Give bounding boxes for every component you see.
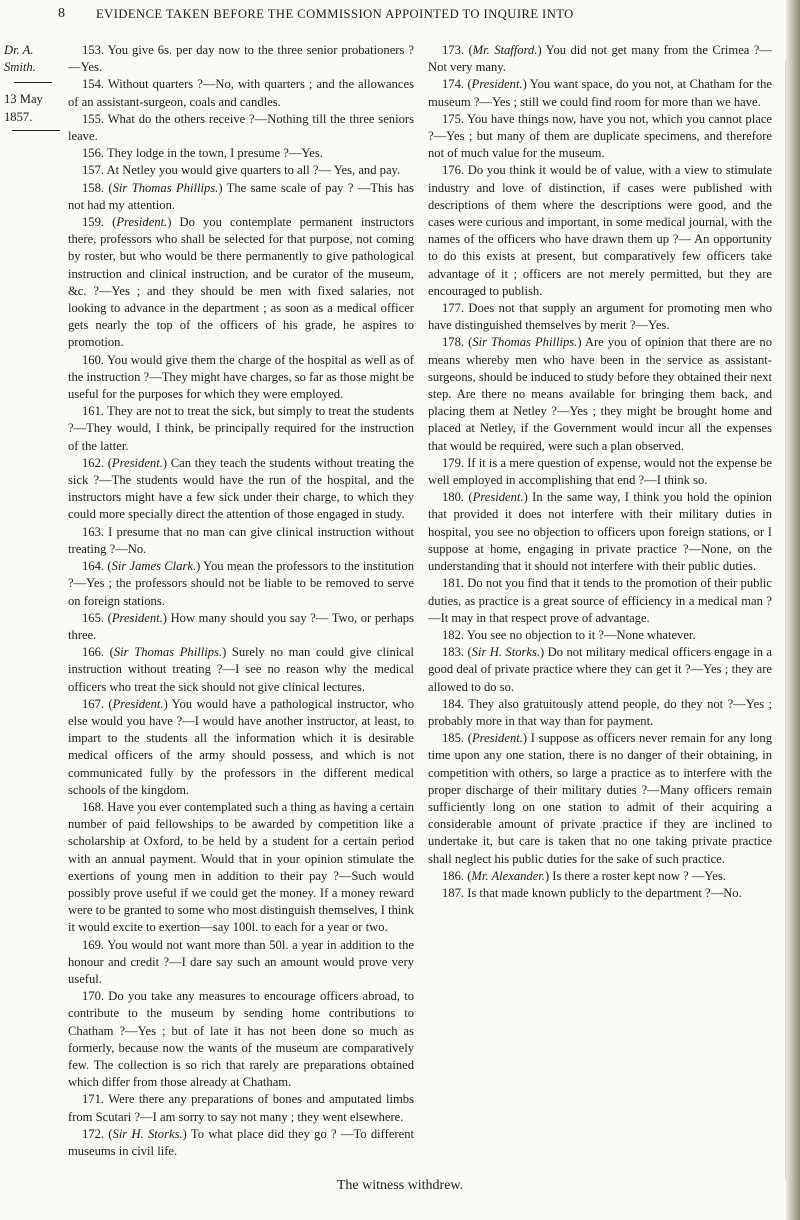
qa-paragraph: 163. I presume that no man can give clinical instruction without treating ?—No.: [68, 524, 414, 556]
margin-witness-name: Dr. A. Smith.: [4, 43, 36, 75]
page-number: 8: [58, 6, 65, 21]
qa-paragraph: [428, 76, 772, 110]
speaker-name: President.: [116, 215, 168, 230]
qa-paragraph: 177. Does not that supply an argument for promoting men who have distinguished themselves by merit ?—Yes.: [428, 301, 772, 333]
question-text: ) You mean the professors to the institution ?—Yes ; the professors should not be liable to be removed to serve on foreign stations.: [68, 559, 414, 608]
qa-paragraph: [68, 610, 414, 644]
question-text: ) You did not get many from the Crimea ?—Not very many.: [428, 43, 772, 75]
qa-paragraph: [428, 334, 772, 454]
qa-paragraph: [68, 644, 414, 696]
speaker-name: President.: [472, 490, 524, 505]
margin-date: 13 May 1857.: [4, 92, 43, 124]
margin-rule: [12, 130, 60, 131]
witness-withdrew: The witness withdrew.: [336, 1178, 464, 1193]
qa-paragraph: 160. You would give them the charge of the hospital as well as of the instruction ?—They might have charges, so far as those might be useful for the purposes for which they were employed.: [68, 352, 415, 402]
qa-paragraph: [68, 455, 414, 524]
qa-paragraph: [68, 180, 414, 214]
question-text: ) In the same way, I think you hold the opinion that provided it does not interfere with their military duties in hospital, you see no objection to officers upon foreign stations, or I suppose at home, engaging in private practice ?—None, on the understanding that it should not interfere with their public duties.: [428, 490, 772, 574]
question-number: 159. (: [82, 215, 117, 230]
speaker-name: President.: [111, 610, 163, 625]
qa-paragraph: 154. Without quarters ?—No, with quarters ; and the allowances of an assistant-surgeon, coals and candles.: [68, 77, 414, 109]
left-column: [68, 42, 414, 1160]
page-header: [0, 6, 800, 28]
qa-paragraph: 179. If it is a mere question of expense, would not the expense be well employed in accomplishing that end ?—I think so.: [428, 455, 772, 488]
question-text: ) Do not military medical officers engage in a good deal of private practice where they can get it ?—Yes ; they are allowed to do so.: [428, 645, 772, 694]
question-number: 178. (: [442, 335, 473, 350]
qa-paragraph: [428, 489, 772, 575]
qa-paragraph: 156. They lodge in the town, I presume ?—Yes.: [82, 146, 323, 161]
page-edge-shadow: [786, 0, 800, 1220]
question-number: 166. (: [82, 645, 114, 660]
question-text: ) To what place did they go ? —To different museums in civil life.: [68, 1126, 414, 1158]
qa-paragraph: 184. They also gratuitously attend people, do they not ?—Yes ; probably more in that way than for payment.: [428, 696, 772, 728]
qa-paragraph: [428, 868, 772, 885]
speaker-name: Sir Thomas Phillips.: [112, 180, 219, 195]
question-text: ) How many should you say ?— Two, or perhaps three.: [68, 610, 414, 642]
qa-paragraph: 171. Were there any preparations of bones and amputated limbs from Scutari ?—I am sorry to say not many ; they went elsewhere.: [68, 1092, 414, 1124]
right-column: [428, 42, 772, 902]
qa-paragraph: [428, 730, 772, 868]
qa-paragraph: [68, 558, 414, 610]
question-number: 186. (: [442, 868, 472, 883]
question-text: ) Can they teach the students without treating the sick ?—The students would have the run of the hospital, and the instructors might have a few sick under their charge, to which they could more specially direct the attention of those engaged in study.: [68, 455, 414, 522]
question-number: 183. (: [442, 645, 472, 660]
question-text: ) The same scale of pay ? —This has not had my attention.: [68, 180, 414, 212]
question-number: 164. (: [82, 559, 112, 574]
speaker-name: Sir H. Storks.: [471, 645, 541, 660]
question-text: ) Surely no man could give clinical instruction without treating ?—I see no reason why the medical officers who treat the sick should not give clinical lectures.: [68, 645, 414, 694]
question-number: 180. (: [442, 490, 473, 505]
question-number: 185. (: [442, 731, 472, 746]
question-number: 162. (: [82, 455, 112, 470]
speaker-name: President.: [112, 696, 164, 711]
question-text: ) Do you contemplate permanent instructors there, professors who shall be selected for that purpose, not coming by roster, but who would be there permanently to give pathological instruction and clinical instruction, and be curator of the museum, &c. ?—Yes ; and they should be men with fixed salaries, not looking to advance in the department ; as soon as a medical officer gets nearly the top of the officers of his grade, he aspires to promotion.: [68, 215, 414, 350]
qa-paragraph: 153. You give 6s. per day now to the three senior probationers ?—Yes.: [68, 43, 414, 75]
running-title: EVIDENCE TAKEN BEFORE THE COMMISSION APPOINTED TO INQUIRE INTO: [96, 7, 574, 21]
question-text: ) Is there a roster kept now ? —Yes.: [544, 868, 726, 883]
qa-paragraph: 182. You see no objection to it ?—None whatever.: [442, 627, 696, 642]
speaker-name: Sir H. Storks.: [112, 1126, 183, 1141]
speaker-name: President.: [471, 731, 523, 746]
question-number: 158. (: [82, 180, 113, 195]
qa-paragraph: 168. Have you ever contemplated such a thing as having a certain number of paid fellowships to be awarded by competition like a scholarship at Oxford, to be held by a student for a certain period with an annual payment. Would that in your opinion stimulate the exertions of young men in addition to their pay ?—Such would possibly prove useful if we could get the money. If a money reward were to be granted to some who most distinguish themselves, I think it would excite to exertion—say 100l. to each for a year or two.: [68, 799, 414, 935]
qa-paragraph: [428, 644, 772, 696]
question-number: 173. (: [442, 43, 473, 57]
qa-paragraph: 176. Do you think it would be of value, with a view to stimulate industry and love of distinction, if cases were published with descriptions of them where the descriptions were good, and the cases were curious and important, in some medical journal, with the names of the officers who have drawn them up ?— An opportunity to do this exists at present, but comparatively few officers take advantage of it ; officers are not merely permitted, but they are encouraged to publish.: [428, 163, 772, 298]
qa-paragraph: [68, 1126, 414, 1160]
qa-paragraph: 169. You would not want more than 50l. a year in addition to the honour and credit ?—I dare say such an amount would prove very useful.: [68, 937, 414, 986]
speaker-name: President.: [111, 455, 163, 470]
margin-rule: [14, 82, 52, 83]
speaker-name: Sir Thomas Phillips.: [472, 335, 578, 350]
question-text: ) You want space, do you not, at Chatham for the museum ?—Yes ; still we could find room for more than we have.: [428, 77, 772, 109]
question-number: 167. (: [82, 696, 113, 711]
qa-paragraph: 157. At Netley you would give quarters to all ?— Yes, and pay.: [82, 163, 401, 178]
speaker-name: Mr. Stafford.: [472, 43, 538, 57]
qa-paragraph: 175. You have things now, have you not, which you cannot place ?—Yes ; but many of them are duplicate specimens, and therefore not of much value for the museum.: [428, 111, 772, 161]
speaker-name: President.: [471, 77, 523, 92]
qa-paragraph: 155. What do the others receive ?—Nothing till the three seniors leave.: [68, 111, 414, 144]
qa-paragraph: 170. Do you take any measures to encourage officers abroad, to contribute to the museum by sending home contributions to Chatham ?—Yes ; but of late it has not been done so much as formerly, because now the wants of the museum are comparatively few. The collection is so rich that rarely are preparations obtained which differ from those already at Chatham.: [68, 989, 414, 1090]
qa-paragraph: [68, 696, 414, 799]
speaker-name: Mr. Alexander.: [471, 868, 545, 883]
margin-note: [4, 42, 66, 139]
qa-paragraph: [428, 42, 772, 76]
question-number: 174. (: [442, 77, 472, 92]
question-number: 165. (: [82, 610, 112, 625]
question-text: ) You would have a pathological instructor, who else would you have ?—I would have another instructor, at least, to impart to the students all the information which it is desirable medical officers of the army should possess, and which is not communicated fully by the professors in the different medical schools of the kingdom.: [68, 696, 414, 797]
speaker-name: Sir James Clark.: [111, 559, 197, 574]
qa-paragraph: 181. Do not you find that it tends to the promotion of their public duties, as practice is a great source of efficiency in a medical man ?—It may in that respect prove of advantage.: [428, 576, 772, 625]
question-number: 172. (: [82, 1126, 113, 1141]
question-text: ) Are you of opinion that there are no means whereby men who have been in the service as assistant-surgeons, should be induced to study before they obtained their next step. Are there no means available for bringing them back, and placing them at Netley ?—Yes ; they might be brought home and placed at Netley, if the Government would incur all the expenses that would be required, were such a plan observed.: [428, 335, 773, 453]
qa-paragraph: [68, 214, 414, 352]
qa-paragraph: 161. They are not to treat the sick, but simply to treat the students ?—They would, I think, be principally required for the instruction of the latter.: [68, 404, 414, 453]
speaker-name: Sir Thomas Phillips.: [113, 645, 223, 660]
question-text: ) I suppose as officers never remain for any long time upon any one station, there is no danger of their obtaining, in competition with others, so large a practice as to interfere with the proper discharge of their military duties ?—Many officers remain sufficiently long on one station to admit of their acquiring a considerable amount of private practice if they are inclined to undertake it, but care is taken that no one taking private practice shall neglect his public duties for the sake of such practice.: [428, 731, 772, 866]
qa-paragraph: 187. Is that made known publicly to the department ?—No.: [442, 885, 742, 900]
